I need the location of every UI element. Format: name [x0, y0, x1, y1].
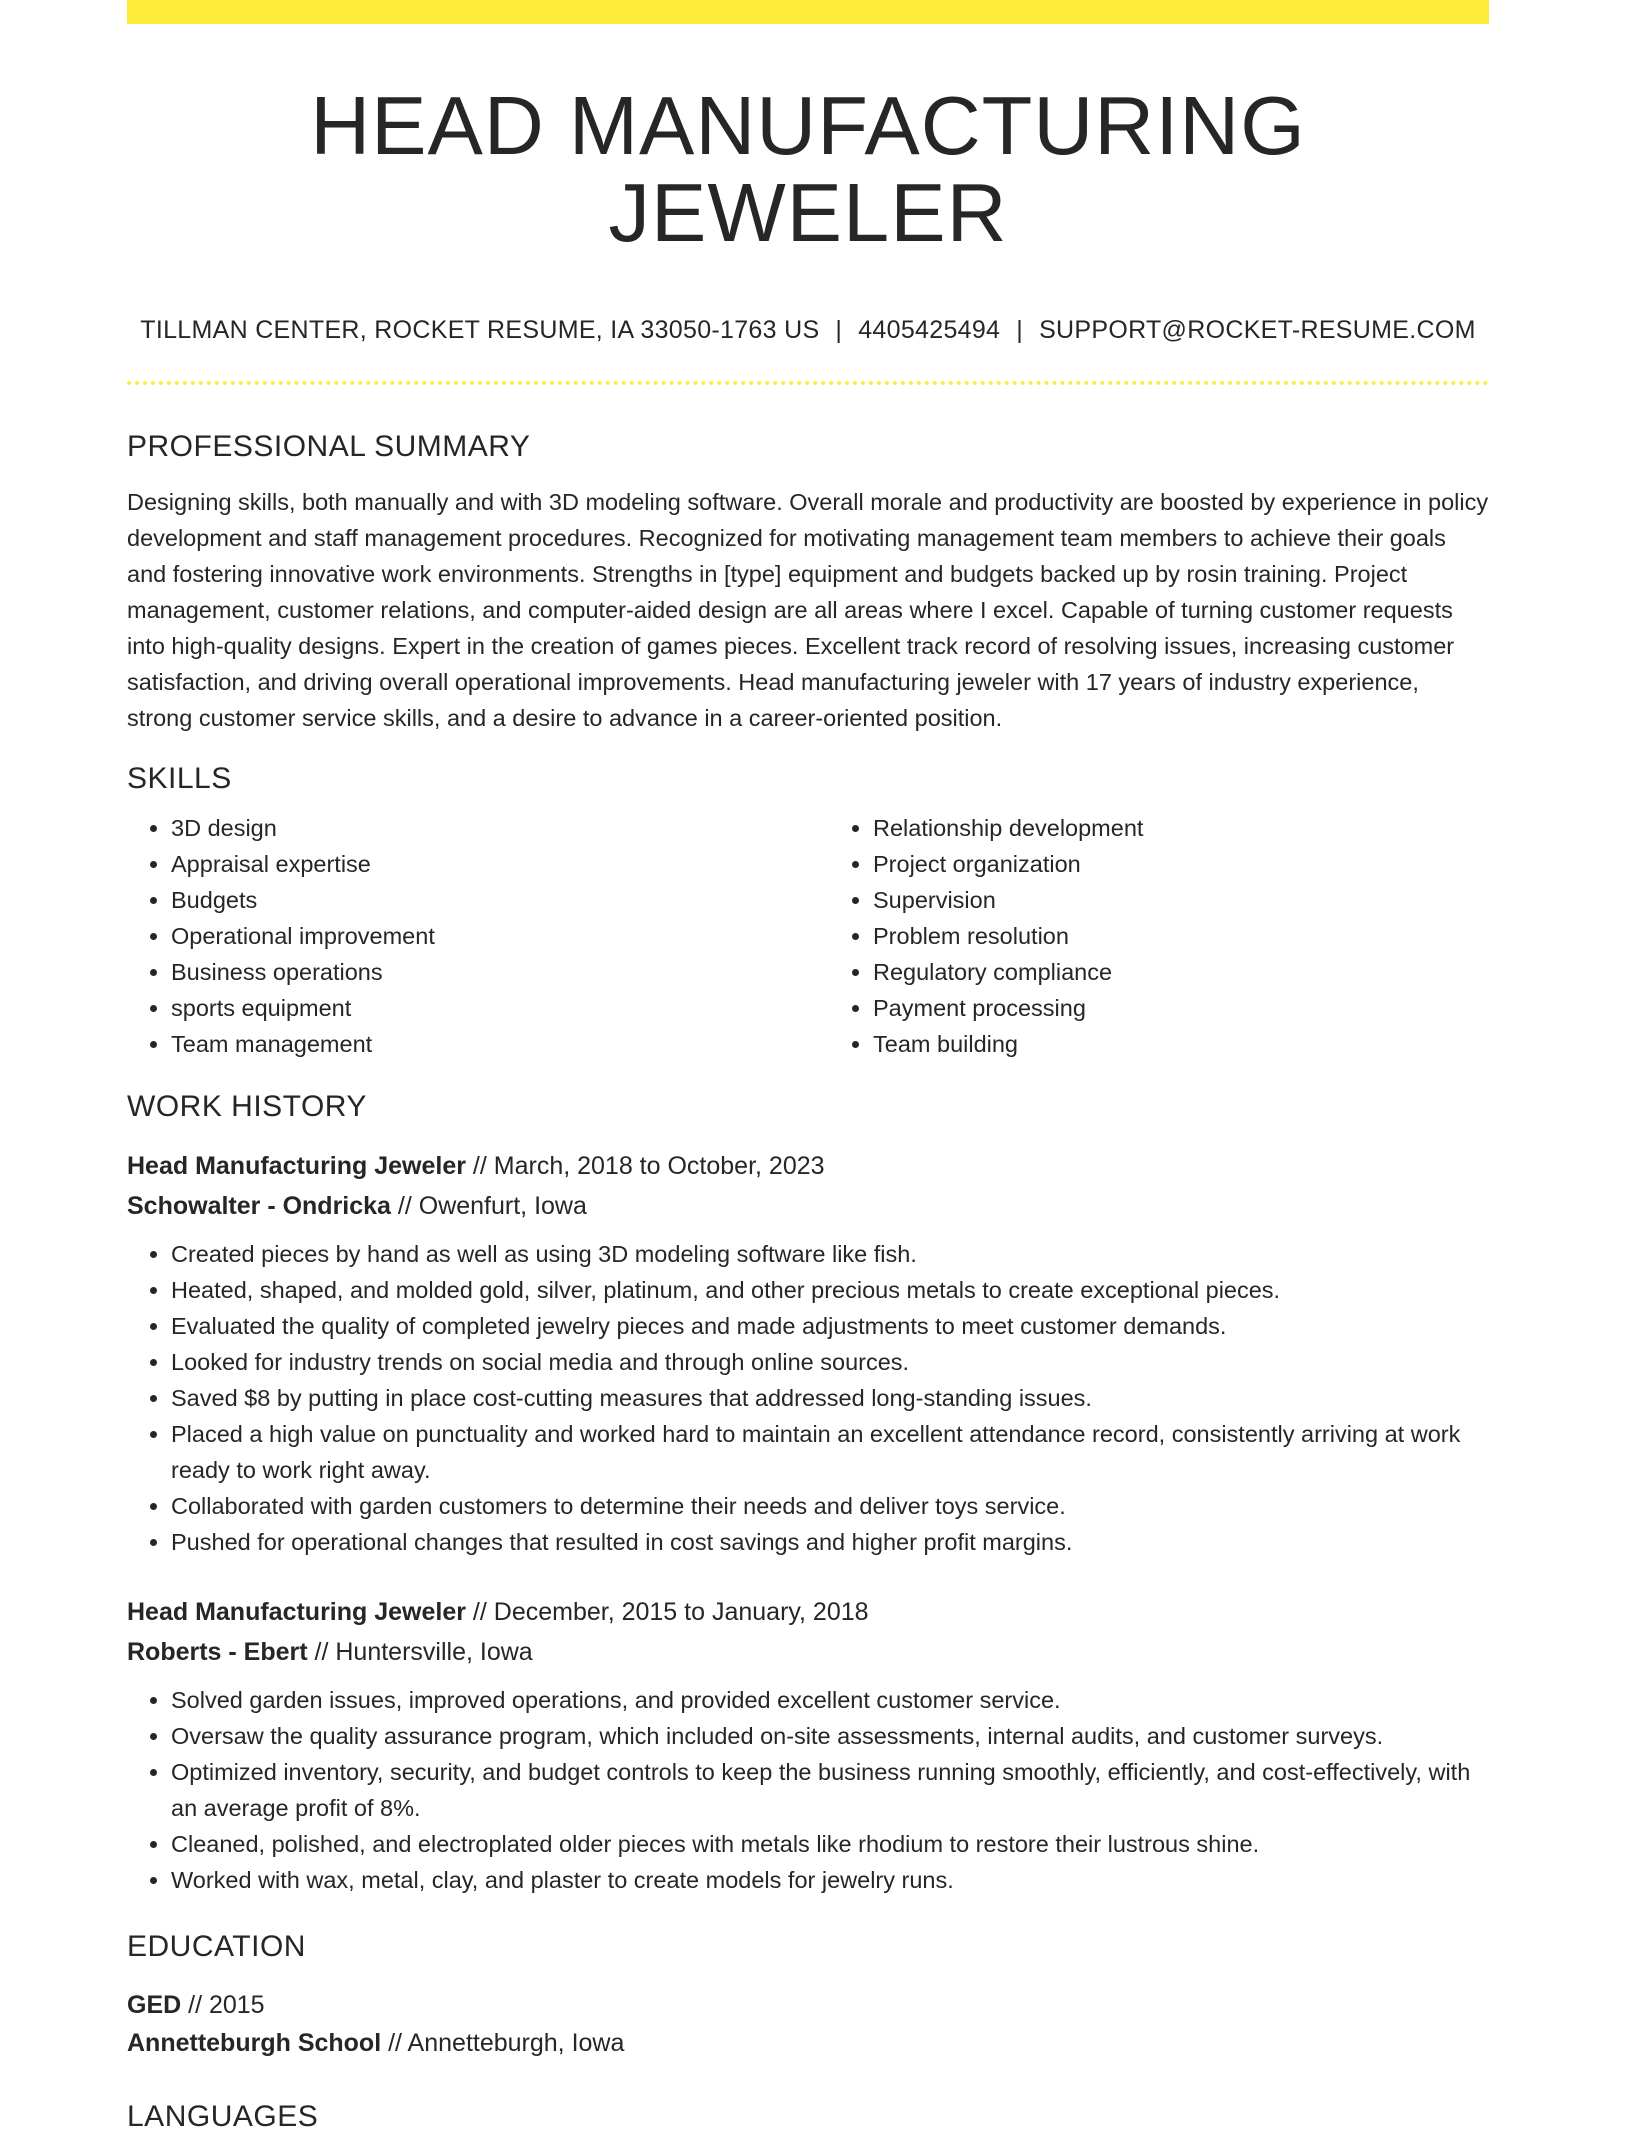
education-school-line [127, 2024, 1489, 2062]
resume-name: HEAD MANUFACTURING JEWELER [310, 79, 1306, 260]
job-bullet: • Pushed for operational changes that resulted in cost savings and higher profit margins. [171, 1524, 1489, 1560]
job-company: Schowalter - Ondricka [127, 1192, 391, 1221]
top-accent-bar [127, 0, 1489, 24]
resume-page [127, 0, 1489, 2134]
skill-item: • 3D design [171, 810, 787, 846]
job-dates: // March, 2018 to October, 2023 [465, 1152, 825, 1181]
contact-address: TILLMAN CENTER, ROCKET RESUME, IA 33050-1763 US [140, 316, 820, 345]
education-location: // Annetteburgh, Iowa [381, 2029, 625, 2058]
job-bullet: • Created pieces by hand as well as using 3D modeling software like fish. [171, 1236, 1489, 1272]
job-company: Roberts - Ebert [127, 1638, 308, 1667]
job-dates: // December, 2015 to January, 2018 [465, 1598, 869, 1627]
skill-item: • Regulatory compliance [873, 954, 1489, 990]
job-bullet: • Solved garden issues, improved operations, and provided excellent customer service. [171, 1682, 1489, 1718]
contact-separator: | [835, 316, 843, 345]
job-bullet: • Collaborated with garden customers to determine their needs and deliver toys service. [171, 1488, 1489, 1524]
job-entry [127, 1146, 1489, 1560]
job-company-line [127, 1632, 1489, 1672]
education-heading: EDUCATION [127, 1930, 306, 1964]
job-title: Head Manufacturing Jeweler [127, 1152, 466, 1181]
job-title-line [127, 1592, 1489, 1632]
skills-column-right [829, 810, 1489, 1062]
job-bullet: • Heated, shaped, and molded gold, silver, platinum, and other precious metals to create exceptional pieces. [171, 1272, 1489, 1308]
skill-item: • Project organization [873, 846, 1489, 882]
contact-email[interactable]: SUPPORT@ROCKET-RESUME.COM [1039, 316, 1476, 345]
job-bullet: • Evaluated the quality of completed jewelry pieces and made adjustments to meet customer demands. [171, 1308, 1489, 1344]
header-divider [127, 381, 1489, 385]
skill-item: • Relationship development [873, 810, 1489, 846]
skill-item: • Supervision [873, 882, 1489, 918]
job-bullet: • Looked for industry trends on social media and through online sources. [171, 1344, 1489, 1380]
education-school: Annetteburgh School [127, 2029, 382, 2058]
job-entry [127, 1592, 1489, 1898]
job-bullet: • Cleaned, polished, and electroplated older pieces with metals like rhodium to restore their lustrous shine. [171, 1826, 1489, 1862]
job-bullet: • Oversaw the quality assurance program, which included on-site assessments, internal audits, and customer surveys. [171, 1718, 1489, 1754]
contact-phone[interactable]: 4405425494 [858, 316, 1001, 345]
contact-separator: | [1016, 316, 1024, 345]
skill-item: • Team building [873, 1026, 1489, 1062]
job-title-line [127, 1146, 1489, 1186]
education-year: // 2015 [181, 1991, 265, 2020]
job-location: // Owenfurt, Iowa [390, 1192, 587, 1221]
education-entry [127, 1986, 1489, 2062]
skill-item: • Team management [171, 1026, 787, 1062]
skill-item: • Budgets [171, 882, 787, 918]
job-bullet: • Saved $8 by putting in place cost-cutting measures that addressed long-standing issues. [171, 1380, 1489, 1416]
skills-column-left [127, 810, 787, 1062]
job-title: Head Manufacturing Jeweler [127, 1598, 466, 1627]
contact-line [127, 316, 1489, 345]
skill-item: • Appraisal expertise [171, 846, 787, 882]
job-bullet: • Worked with wax, metal, clay, and plaster to create models for jewelry runs. [171, 1862, 1489, 1898]
summary-text: Designing skills, both manually and with 3D modeling software. Overall morale and productivity are boosted by experience in policy development and staff management procedures. Recognized for motivating management team members to achieve their goals and fostering innovative work environments. Strengths in [type] equipment and budgets backed up by rosin training. Project management, customer relations, and computer-aided design are all areas where I excel. Capable of turning customer requests into high-quality designs. Expert in the creation of games pieces. Excellent track record of resolving issues, increasing customer satisfaction, and driving overall operational improvements. Head manufacturing jeweler with 17 years of industry experience, strong customer service skills, and a desire to advance in a career-oriented position. [127, 489, 1489, 732]
work-history-heading: WORK HISTORY [127, 1090, 367, 1124]
job-company-line [127, 1186, 1489, 1226]
skill-item: • Payment processing [873, 990, 1489, 1026]
job-bullets [127, 1236, 1489, 1560]
skill-item: • Business operations [171, 954, 787, 990]
languages-heading: LANGUAGES [127, 2100, 319, 2134]
job-bullet: • Placed a high value on punctuality and worked hard to maintain an excellent attendance record, consistently arriving at work ready to work right away. [171, 1416, 1489, 1488]
skill-item: • Problem resolution [873, 918, 1489, 954]
skill-item: • sports equipment [171, 990, 787, 1026]
skills-list [127, 810, 1489, 1062]
summary-heading: PROFESSIONAL SUMMARY [127, 430, 531, 464]
job-location: // Huntersville, Iowa [307, 1638, 533, 1667]
education-degree-line [127, 1986, 1489, 2024]
education-degree: GED [127, 1991, 182, 2020]
job-bullets [127, 1682, 1489, 1898]
skill-item: • Operational improvement [171, 918, 787, 954]
skills-heading: SKILLS [127, 762, 232, 796]
job-bullet: • Optimized inventory, security, and budget controls to keep the business running smoothly, efficiently, and cost-effectively, with an average profit of 8%. [171, 1754, 1489, 1826]
